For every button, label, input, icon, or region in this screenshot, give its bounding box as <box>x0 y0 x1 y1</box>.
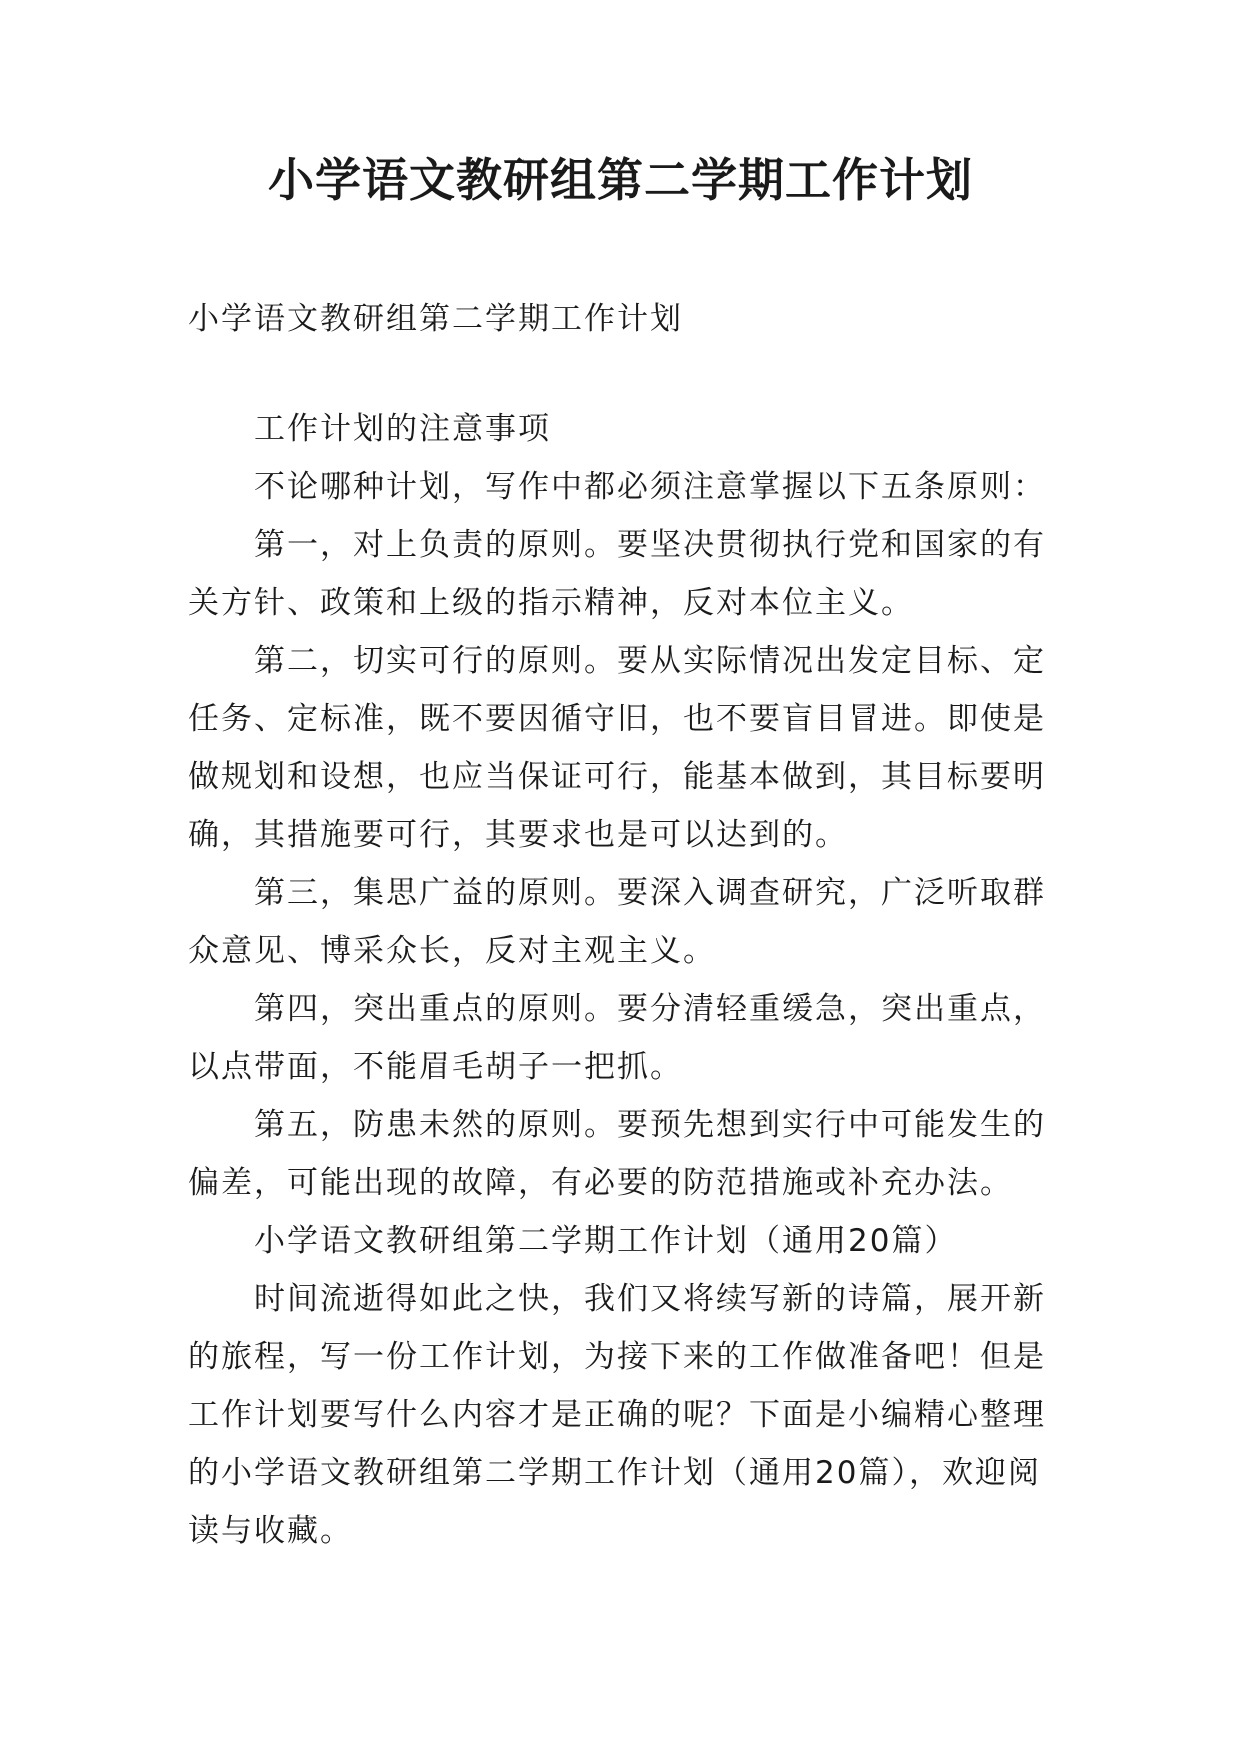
paragraph-principle-5: 第五，防患未然的原则。要预先想到实行中可能发生的偏差，可能出现的故障，有必要的防范措施或补充办法。 <box>188 1107 1046 1201</box>
paragraph-principle-1: 第一，对上负责的原则。要坚决贯彻执行党和国家的有关方针、政策和上级的指示精神，反对本位主义。 <box>188 527 1046 621</box>
paragraph-principle-3: 第三，集思广益的原则。要深入调查研究，广泛听取群众意见、博采众长，反对主观主义。 <box>188 875 1046 969</box>
paragraph-principle-4: 第四，突出重点的原则。要分清轻重缓急，突出重点，以点带面，不能眉毛胡子一把抓。 <box>188 991 1046 1085</box>
paragraph-principle-2: 第二，切实可行的原则。要从实际情况出发定目标、定任务、定标准，既不要因循守旧，也不要盲目冒进。即使是做规划和设想，也应当保证可行，能基本做到，其目标要明确，其措施要可行，其要求也是可以达到的。 <box>188 643 1046 853</box>
document-body <box>188 290 1056 1560</box>
document-title: 小学语文教研组第二学期工作计划 <box>268 153 973 207</box>
document-subtitle: 小学语文教研组第二学期工作计划 <box>188 301 683 337</box>
paragraph-introduction: 时间流逝得如此之快，我们又将续写新的诗篇，展开新的旅程，写一份工作计划，为接下来的工作做准备吧！但是工作计划要写什么内容才是正确的呢？下面是小编精心整理的小学语文教研组第二学期工作计划（通用20篇），欢迎阅读与收藏。 <box>188 1281 1046 1549</box>
paragraph-collection-heading: 小学语文教研组第二学期工作计划（通用20篇） <box>254 1223 958 1259</box>
paragraph-principles-intro: 不论哪种计划，写作中都必须注意掌握以下五条原则： <box>254 469 1046 505</box>
paragraph-notes-heading: 工作计划的注意事项 <box>254 411 551 447</box>
